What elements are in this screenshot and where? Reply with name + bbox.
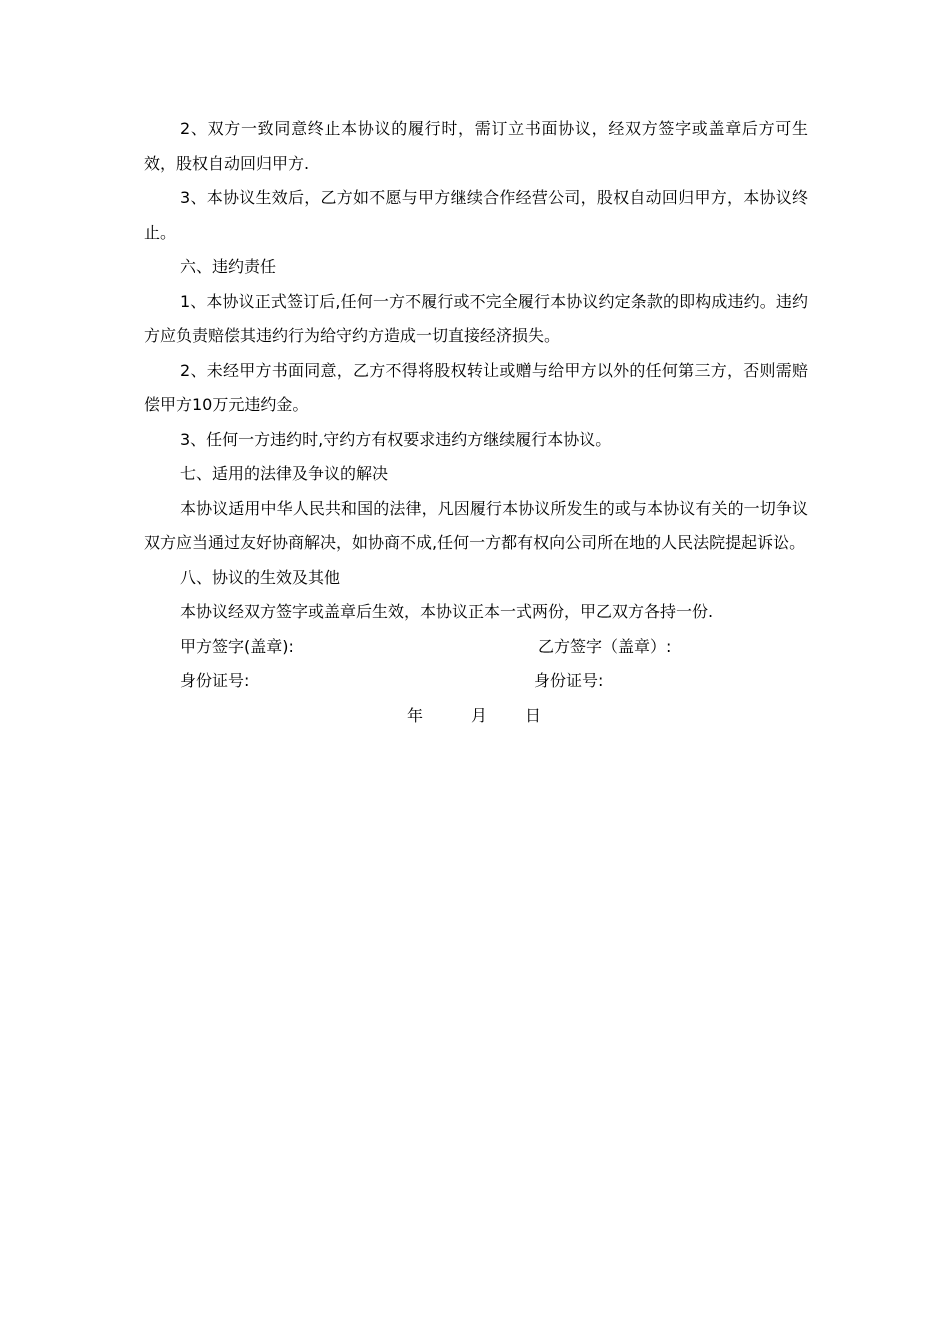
section-8-heading: 八、协议的生效及其他 [180,567,341,587]
section-6-heading: 六、违约责任 [180,257,277,276]
date-row [144,699,808,734]
clause-6-1: 1、本协议正式签订后,任何一方不履行或不完全履行本协议约定条款的即构成违约。违约方应负责赔偿其违约行为给守约方造成一切直接经济损失。 [144,291,808,345]
section-7-text: 本协议适用中华人民共和国的法律，凡因履行本协议所发生的或与本协议有关的一切争议双方应当通过友好协商解决，如协商不成,任何一方都有权向公司所在地的人民法院提起诉讼。 [144,498,808,552]
clause-6-3: 3、任何一方违约时,守约方有权要求违约方继续履行本协议。 [180,429,612,449]
clause-5-3: 3、本协议生效后，乙方如不愿与甲方继续合作经营公司，股权自动回归甲方，本协议终止。 [144,188,808,242]
date-month-label: 月 [471,705,488,725]
clause-6-2: 2、未经甲方书面同意，乙方不得将股权转让或赠与给甲方以外的任何第三方，否则需赔偿甲方10万元违约金。 [144,360,808,414]
section-8-text: 本协议经双方签字或盖章后生效，本协议正本一式两份，甲乙双方各持一份. [180,602,714,621]
signature-row [144,630,808,665]
party-b-id-label: 身份证号: [534,671,604,690]
party-a-signature-label: 甲方签字(盖章): [180,636,294,656]
document-body [144,112,808,733]
section-7-heading: 七、适用的法律及争议的解决 [180,464,389,483]
date-year-label: 年 [407,705,424,725]
party-b-signature-label: 乙方签字（盖章）: [538,636,672,656]
clause-5-2: 2、双方一致同意终止本协议的履行时，需订立书面协议，经双方签字或盖章后方可生效，股权自动回归甲方. [144,119,808,173]
date-day-label: 日 [525,705,542,725]
party-a-id-label: 身份证号: [180,671,250,690]
id-number-row [144,664,808,699]
